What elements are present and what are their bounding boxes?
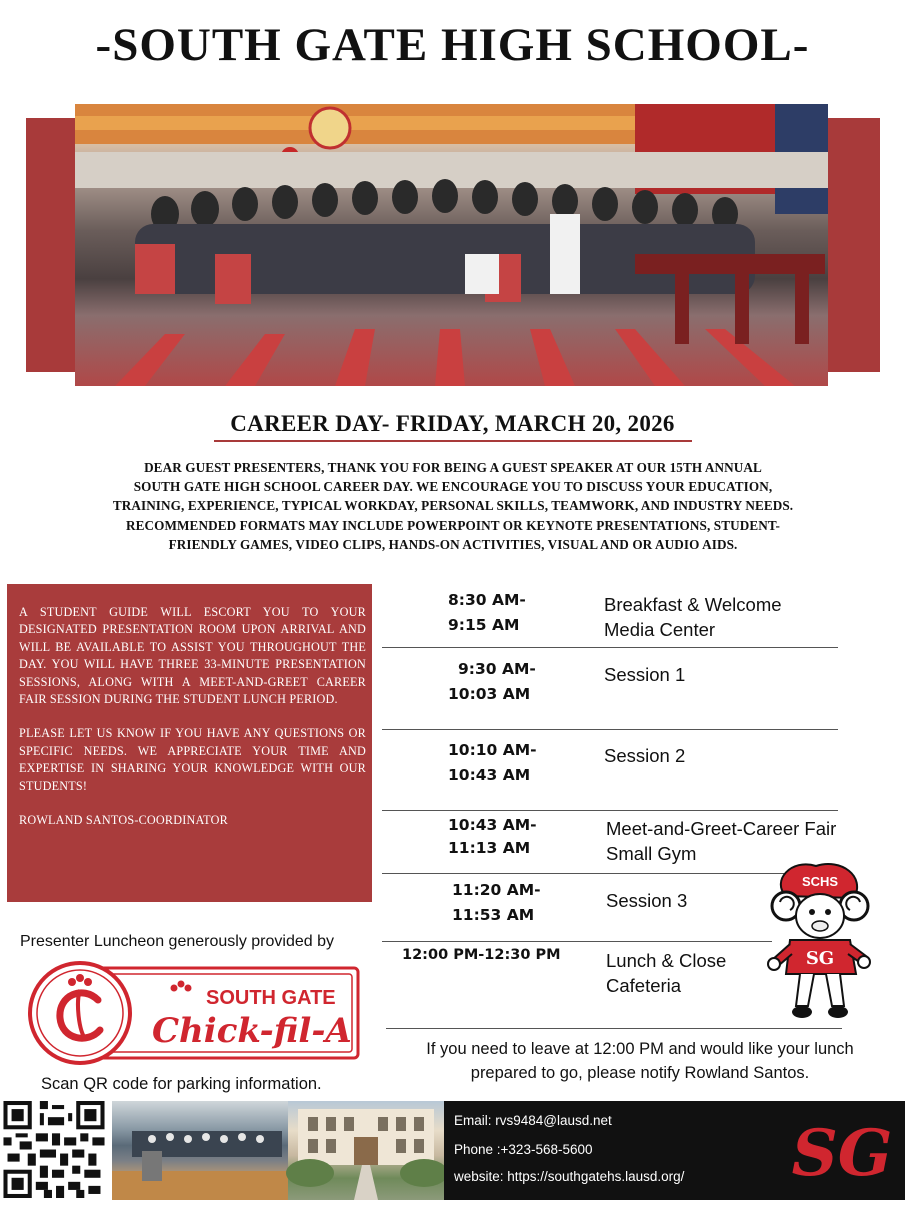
schedule-time: 10:10 AM- <box>448 741 537 759</box>
schedule-event: Media Center <box>604 619 716 640</box>
schedule-time: 11:53 AM <box>452 906 535 924</box>
schedule-time: 11:20 AM- <box>452 881 541 899</box>
contact-email[interactable]: Email: rvs9484@lausd.net <box>454 1113 612 1128</box>
ram-mascot-icon <box>766 856 874 1024</box>
coordinator-name: ROWLAND SANTOS-COORDINATOR <box>19 813 228 828</box>
schedule-event: Cafeteria <box>606 975 682 996</box>
intro-line: SOUTH GATE HIGH SCHOOL CAREER DAY. WE ENCOURAGE YOU TO DISCUSS YOUR EDUCATION, <box>133 479 773 495</box>
chick-fil-a-logo <box>28 960 362 1066</box>
contact-phone[interactable]: Phone :+323-568-5600 <box>454 1142 593 1157</box>
heading-underline <box>214 440 692 442</box>
schedule-event: Small Gym <box>606 843 697 864</box>
campus-photo <box>288 1101 444 1200</box>
info-box <box>7 584 372 902</box>
intro-line: FRIENDLY GAMES, VIDEO CLIPS, HANDS-ON ACTIVITIES, VISUAL AND OR AUDIO AIDS. <box>168 536 738 552</box>
leave-note <box>380 1037 900 1085</box>
schedule-time: 10:43 AM <box>448 766 531 784</box>
intro-text <box>48 458 858 554</box>
schedule-divider <box>382 729 838 730</box>
gym-photo <box>112 1101 288 1200</box>
leave-divider <box>386 1028 842 1029</box>
photo-band-left <box>26 118 76 372</box>
page-title: -SOUTH GATE HIGH SCHOOL- <box>95 19 810 71</box>
intro-line: RECOMMENDED FORMATS MAY INCLUDE POWERPOINT OR KEYNOTE PRESENTATIONS, STUDENT- <box>125 517 781 533</box>
info-paragraph: PLEASE LET US KNOW IF YOU HAVE ANY QUESTIONS OR SPECIFIC NEEDS. WE APPRECIATE YOUR TIME AND EXPERTISE IN SHARING YOUR KNOWLEDGE WITH OUR STUDENTS! <box>19 726 366 793</box>
school-logo-text: SG <box>791 1116 893 1191</box>
sponsor-line1: SOUTH GATE <box>206 987 336 1009</box>
schedule-divider <box>382 941 772 942</box>
luncheon-note: Presenter Luncheon generously provided by <box>20 933 334 950</box>
schedule-time: 8:30 AM- <box>448 591 526 609</box>
contact-website[interactable]: website: https://southgatehs.lausd.org/ <box>454 1169 685 1184</box>
parking-qr-code[interactable] <box>3 1101 105 1198</box>
schedule-divider <box>382 810 838 811</box>
schedule-event: Session 2 <box>604 745 686 766</box>
schedule-event: Session 3 <box>606 890 688 911</box>
mascot-badge: SCHS <box>801 874 839 889</box>
parking-note: Scan QR code for parking information. <box>41 1075 322 1093</box>
schedule-divider <box>382 647 838 648</box>
qr-code-icon <box>3 1101 105 1198</box>
schedule-time: 11:13 AM <box>448 839 531 857</box>
schedule-event: Breakfast & Welcome <box>604 594 782 615</box>
leave-note-line: If you need to leave at 12:00 PM and would like your lunch <box>426 1040 854 1058</box>
schedule-time: 12:00 PM-12:30 PM <box>402 947 561 963</box>
group-photo <box>75 104 828 386</box>
school-logo <box>791 1105 893 1197</box>
photo-band-right <box>828 118 880 372</box>
intro-line: DEAR GUEST PRESENTERS, THANK YOU FOR BEING A GUEST SPEAKER AT OUR 15TH ANNUAL <box>144 460 762 475</box>
sponsor-line2: Chick-fil-A <box>152 1011 352 1051</box>
leave-note-line: prepared to go, please notify Rowland Santos. <box>470 1064 810 1082</box>
schedule-time: 9:30 AM- <box>458 660 536 678</box>
schedule-event: Lunch & Close <box>606 950 727 971</box>
event-heading: CAREER DAY- FRIDAY, MARCH 20, 2026 <box>230 411 675 436</box>
schedule-time: 9:15 AM <box>448 616 520 634</box>
mascot-shirt: SG <box>805 948 835 969</box>
intro-line: TRAINING, EXPERIENCE, TYPICAL WORKDAY, PERSONAL SKILLS, TEAMWORK, AND INDUSTRY NEEDS. <box>112 498 794 514</box>
schedule-event: Session 1 <box>604 664 686 685</box>
info-paragraph: A STUDENT GUIDE WILL ESCORT YOU TO YOUR DESIGNATED PRESENTATION ROOM UPON ARRIVAL AND WILL BE AVAILABLE TO ASSIST YOU THROUGHOUT THE DAY. YOU WILL HAVE THREE 33-MINUTE PRESENTATION SESSIONS, ALONG WITH A MEET-AND-GREET CAREER FAIR SESSION DURING THE STUDENT LUNCH PERIOD. <box>19 605 366 707</box>
schedule-event: Meet-and-Greet-Career Fair <box>606 818 837 839</box>
schedule-time: 10:43 AM- <box>448 816 537 834</box>
schedule-time: 10:03 AM <box>448 685 531 703</box>
